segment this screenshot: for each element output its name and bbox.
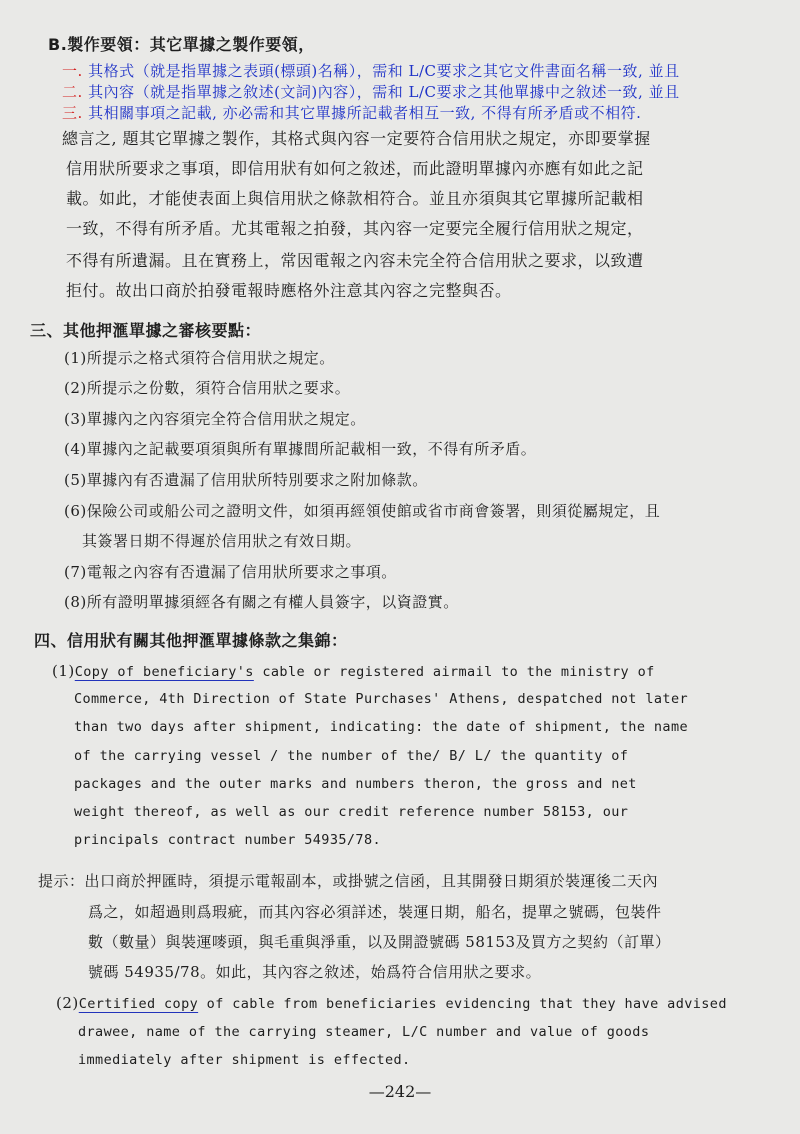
review-item: (5)單據內有否遺漏了信用狀所特別要求之附加條款。: [64, 471, 428, 489]
point-number: 二.: [62, 83, 83, 101]
section-b-point-3: [62, 102, 641, 124]
hint-text: 數（數量）與裝運嘜頭，與毛重與淨重，以及開證號碼 58153及買方之契約（訂單）: [88, 933, 671, 951]
review-item: (2)所提示之份數，須符合信用狀之要求。: [64, 379, 351, 397]
review-item: (3)單據內之內容須完全符合信用狀之規定。: [64, 410, 366, 428]
clause-text: packages and the outer marks and numbers theron, the gross and net: [74, 776, 637, 792]
section-b-point-2: [62, 81, 680, 103]
summary-line: 載。如此，才能使表面上與信用狀之條款相符合。並且亦須與其它單據所記載相: [66, 189, 644, 208]
hint-label: 提示：: [38, 872, 85, 890]
point-text: 其相關事項之記載, 亦必需和其它單據所記載者相互一致, 不得有所矛盾或不相符.: [88, 104, 642, 122]
review-item: (8)所有證明單據須經各有關之有權人員簽字，以資證實。: [64, 593, 459, 611]
section-b-point-1: [62, 60, 680, 82]
point-text: 其格式（就是指單據之表頭(標頭)名稱），需和 L/C要求之其它文件書面名稱一致, 並且: [88, 62, 680, 80]
clause-2-first-line: [56, 992, 727, 1015]
hint-text: 出口商於押匯時，須提示電報副本，或掛號之信函，且其開發日期須於裝運後二天內: [84, 872, 659, 890]
hint-text: 爲之，如超過則爲瑕疵，而其內容必須詳述，裝運日期，船名，提單之號碼，包裝件: [88, 903, 662, 921]
summary-line: 一致，不得有所矛盾。尤其電報之拍發，其內容一定要完全履行信用狀之規定，: [66, 219, 644, 238]
summary-line: 信用狀所要求之事項，即信用狀有如何之敘述，而此證明單據內亦應有如此之記: [66, 159, 644, 178]
clause-number: (1): [52, 662, 75, 680]
review-item: (6)保險公司或船公司之證明文件，如須再經領使館或省市商會簽署，則須從屬規定，且: [64, 502, 661, 520]
clause-text: drawee, name of the carrying steamer, L/C number and value of goods: [78, 1024, 650, 1040]
review-item: (1)所提示之格式須符合信用狀之規定。: [64, 349, 335, 367]
review-item-continuation: 其簽署日期不得遲於信用狀之有效日期。: [82, 532, 362, 550]
clause-lead-underlined: Copy of beneficiary's: [74, 664, 254, 680]
summary-line: 拒付。故出口商於拍發電報時應格外注意其內容之完整與否。: [66, 281, 512, 300]
clause-text: of cable from beneficiaries evidencing that they have advised: [198, 996, 727, 1012]
hint-text: 號碼 54935/78。如此，其內容之敘述，始爲符合信用狀之要求。: [88, 963, 542, 981]
clause-1-first-line: [52, 660, 655, 683]
summary-line: 總言之, 題其它單據之製作，其格式與內容一定要符合信用狀之規定，亦即要掌握: [62, 129, 651, 148]
section-b-heading: B.製作要領：其它單據之製作要領，: [48, 35, 315, 54]
point-number: 一.: [62, 62, 83, 80]
clause-text: Commerce, 4th Direction of State Purchases' Athens, despatched not later: [74, 691, 688, 707]
clause-number: (2): [56, 994, 79, 1012]
clause-text: immediately after shipment is effected.: [78, 1052, 411, 1068]
hint-first-line: [38, 870, 658, 892]
summary-line: 不得有所遺漏。且在實務上，常因電報之內容未完全符合信用狀之要求，以致遭: [66, 251, 644, 270]
clause-text: of the carrying vessel / the number of the/ B/ L/ the quantity of: [74, 748, 629, 764]
page-number: —242—: [368, 1082, 432, 1101]
section-3-heading: 三、其他押滙單據之審核要點：: [30, 321, 262, 340]
clause-text: cable or registered airmail to the ministry of: [253, 664, 655, 680]
review-item: (7)電報之內容有否遺漏了信用狀所要求之事項。: [64, 563, 397, 581]
section-4-heading: 四、信用狀有關其他押滙單據條款之集錦：: [34, 631, 348, 650]
clause-text: principals contract number 54935/78.: [74, 832, 381, 848]
point-number: 三.: [62, 104, 83, 122]
clause-lead-underlined: Certified copy: [78, 996, 199, 1012]
point-text: 其內容（就是指單據之敘述(文詞)內容），需和 L/C要求之其他單據中之敘述一致, 並且: [88, 83, 680, 101]
clause-text: than two days after shipment, indicating: the date of shipment, the name: [74, 719, 688, 735]
clause-text: weight thereof, as well as our credit reference number 58153, our: [74, 804, 629, 820]
review-item: (4)單據內之記載要項須與所有單據間所記載相一致，不得有所矛盾。: [64, 440, 537, 458]
